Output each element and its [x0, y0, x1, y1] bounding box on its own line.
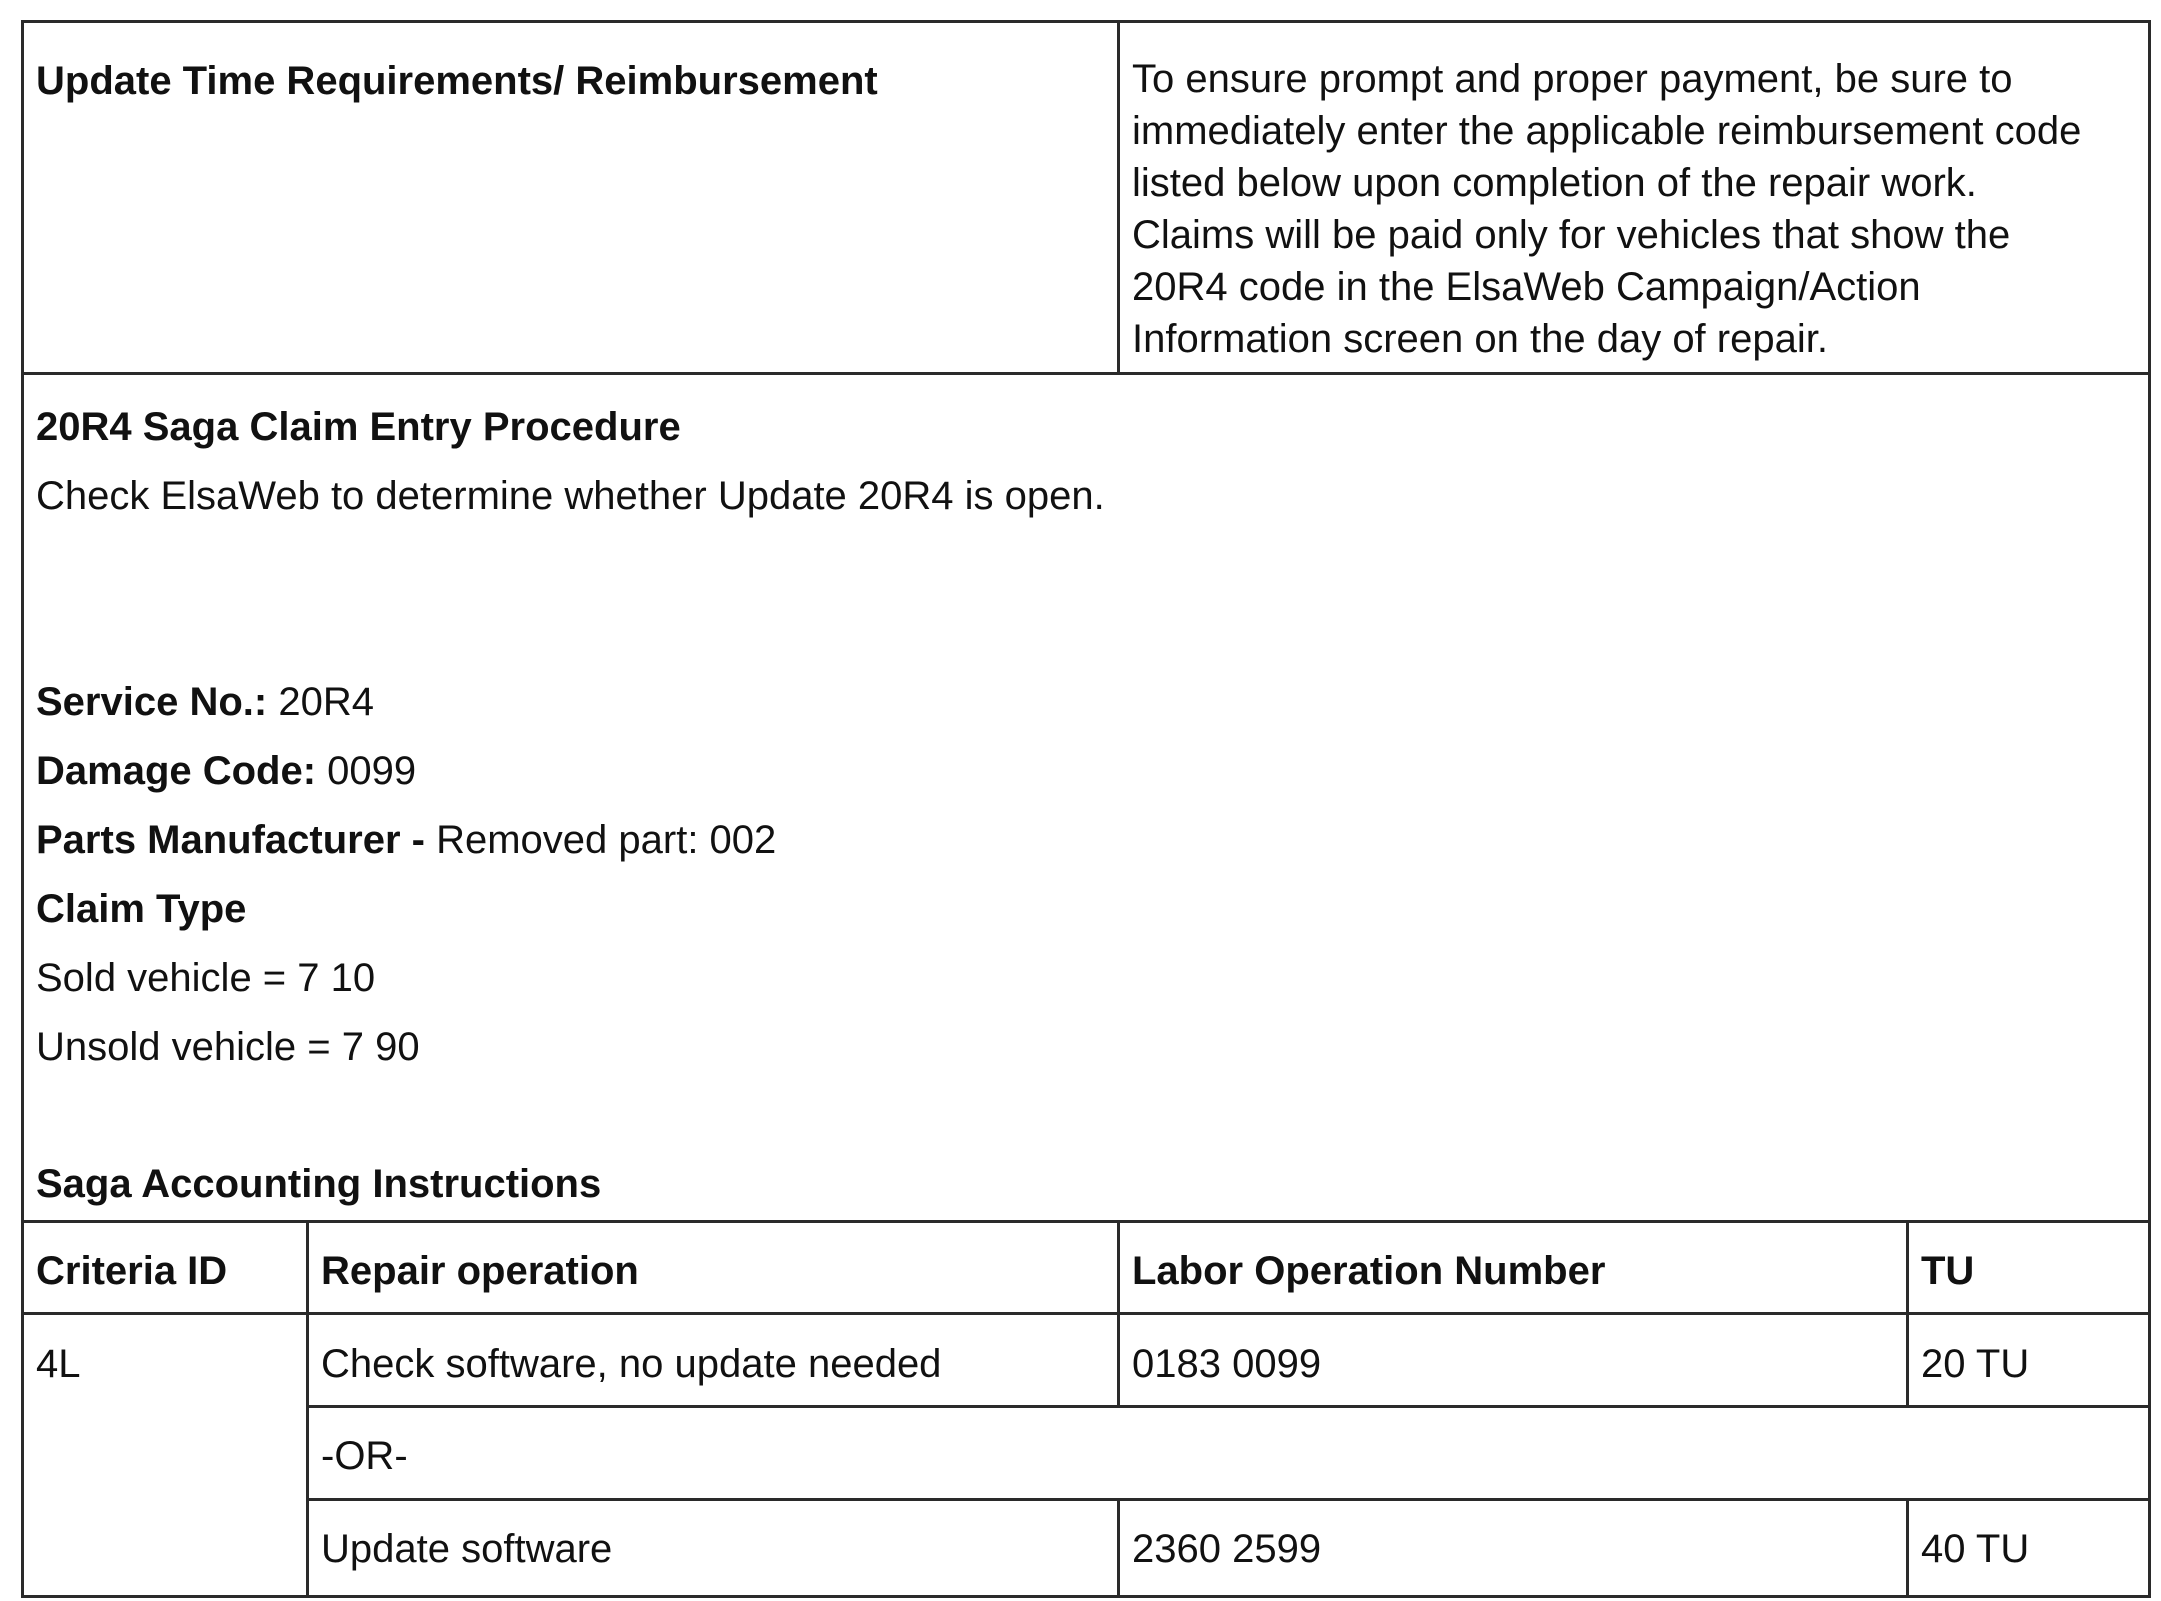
damage-code-label: Damage Code: — [36, 749, 317, 793]
table-divider — [24, 1312, 2148, 1315]
document-table — [21, 20, 2151, 1598]
accounting-table — [24, 1223, 2148, 1595]
update-time-line: Claims will be paid only for vehicles that show the — [1132, 213, 2011, 257]
update-time-line: 20R4 code in the ElsaWeb Campaign/Action — [1132, 265, 1921, 309]
header-labor-operation-number: Labor Operation Number — [1132, 1249, 1606, 1293]
column-divider — [1906, 1498, 1909, 1595]
column-divider — [1117, 1498, 1120, 1595]
header-criteria-id: Criteria ID — [36, 1249, 228, 1293]
parts-manufacturer-label: Parts Manufacturer - — [36, 818, 425, 862]
table-divider — [306, 1405, 2148, 1408]
update-time-line: To ensure prompt and proper payment, be sure to — [1132, 57, 2013, 101]
header-repair-operation: Repair operation — [321, 1249, 639, 1293]
table-divider — [306, 1498, 2148, 1501]
or-separator: -OR- — [321, 1434, 408, 1478]
tu-cell: 40 TU — [1921, 1527, 2030, 1571]
service-no — [36, 676, 374, 728]
unsold-vehicle: Unsold vehicle = 7 90 — [36, 1025, 420, 1069]
accounting-title: Saga Accounting Instructions — [36, 1162, 602, 1206]
update-time-title-cell — [24, 23, 1120, 372]
procedure-title: 20R4 Saga Claim Entry Procedure — [36, 405, 681, 449]
update-time-text-cell — [1120, 23, 2148, 372]
update-time-line: immediately enter the applicable reimbursement code — [1132, 109, 2082, 153]
repair-operation-cell: Update software — [321, 1527, 613, 1571]
service-no-value: 20R4 — [267, 680, 374, 724]
claim-type-label: Claim Type — [36, 887, 247, 931]
column-divider — [1117, 1223, 1120, 1408]
update-time-line: listed below upon completion of the repair work. — [1132, 161, 1977, 205]
labor-operation-number-cell: 0183 0099 — [1132, 1342, 1322, 1386]
damage-code — [36, 745, 416, 797]
damage-code-value: 0099 — [316, 749, 417, 793]
column-divider — [1906, 1223, 1909, 1408]
sold-vehicle: Sold vehicle = 7 10 — [36, 956, 376, 1000]
parts-manufacturer-value: Removed part: 002 — [424, 818, 777, 862]
repair-operation-cell: Check software, no update needed — [321, 1342, 942, 1386]
update-time-row — [24, 23, 2148, 375]
update-time-title: Update Time Requirements/ Reimbursement — [36, 59, 878, 103]
procedure-intro: Check ElsaWeb to determine whether Update 20R4 is open. — [36, 474, 1105, 518]
claim-entry-procedure — [24, 375, 2148, 1223]
criteria-id-value: 4L — [36, 1342, 81, 1386]
column-divider — [306, 1223, 309, 1595]
tu-cell: 20 TU — [1921, 1342, 2030, 1386]
labor-operation-number-cell: 2360 2599 — [1132, 1527, 1322, 1571]
service-no-label: Service No.: — [36, 680, 268, 724]
header-tu: TU — [1921, 1249, 1975, 1293]
parts-manufacturer — [36, 814, 776, 866]
update-time-line: Information screen on the day of repair. — [1132, 317, 1828, 361]
